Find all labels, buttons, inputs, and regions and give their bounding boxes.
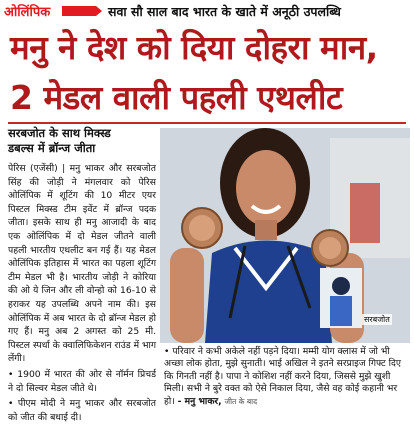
athlete-photo xyxy=(160,128,410,343)
subheading-line-2: डबल्स में ब्रॉन्ज जीता xyxy=(8,141,96,155)
photo-illustration xyxy=(160,128,410,343)
headline-rule xyxy=(8,122,406,124)
caption-byline-sub: जीत के बाद xyxy=(224,396,258,406)
subheading xyxy=(8,126,158,156)
kicker-tag: ओलिंपिक xyxy=(4,5,51,20)
kicker-text: सवा सौ साल बाद भारत के खाते में अनूठी उपलब्धि xyxy=(108,4,341,19)
headline-line-1: मनु ने देश को दिया दोहरा मान, xyxy=(10,28,378,67)
headline-line-2: 2 मेडल वाली पहली एथलीट xyxy=(10,78,343,117)
article-paragraph-2: • 1900 में भारत की ओर से नॉर्मन प्रिचर्ड ने दो सिल्वर मेडल जीते थे। xyxy=(8,368,156,394)
caption-quote: • परिवार ने कभी अकेले नहीं पड़ने दिया। मम्मी योग क्लास में जो भी अच्छा लोक होता, मुझे सुनाती। भाई अखिल ने इतने सरप्राइज गिफ्ट दिए कि गिनती नहीं है। पापा ने कोशिश नहीं करने दिया, जिससे मुझे खुशी मिली। सभी ने बुरे वक्त को ऐसे निकाल दिया, जैसे वह कोई कहानी भर हो। xyxy=(164,346,401,407)
article-paragraph-1: पेरिस (एजेंसी) | मनु भाकर और सरबजोत सिंह की जोड़ी ने मंगलवार को पेरिस ओलिंपिक में शूटिंग की 10 मीटर एयर पिस्टल मिक्स्ड टीम इवेंट में ब्रॉन्ज पदक जीता। इसके साथ ही मनु आजादी के बाद एक ओलिंपिक में दो मेडल जीतने वाली पहली भारतीय एथलीट बन गई हैं। यह मेडल ओलिंपिक इतिहास में भारत का पहला शूटिंग टीम मेडल भी है। भारतीय जोड़ी ने कोरिया की ओ ये जिन और ली वोन्हो को 16-10 से हराकर यह उपलब्धि अपने नाम की। इस ओलिंपिक में अब भारत के दो ब्रॉन्ज मेडल हो गए हैं। मनु अब 2 अगस्त को 25 मी. पिस्टल स्पर्धा के क्वालिफिकेशन राउंड में भाग लेंगी। xyxy=(8,163,156,365)
kicker-bar xyxy=(0,0,414,22)
tag-arrow-icon xyxy=(62,6,102,16)
caption-byline: - मनु भाकर, xyxy=(177,395,222,407)
subheading-line-1: सरबजोत के साथ मिक्स्ड xyxy=(8,126,111,140)
article-paragraph-3: • पीएम मोदी ने मनु भाकर और सरबजोत को जीत की बधाई दी। xyxy=(8,398,156,423)
photo-caption xyxy=(164,346,408,408)
photo-credit: सरबजोत xyxy=(364,315,390,324)
article-body xyxy=(8,162,156,426)
